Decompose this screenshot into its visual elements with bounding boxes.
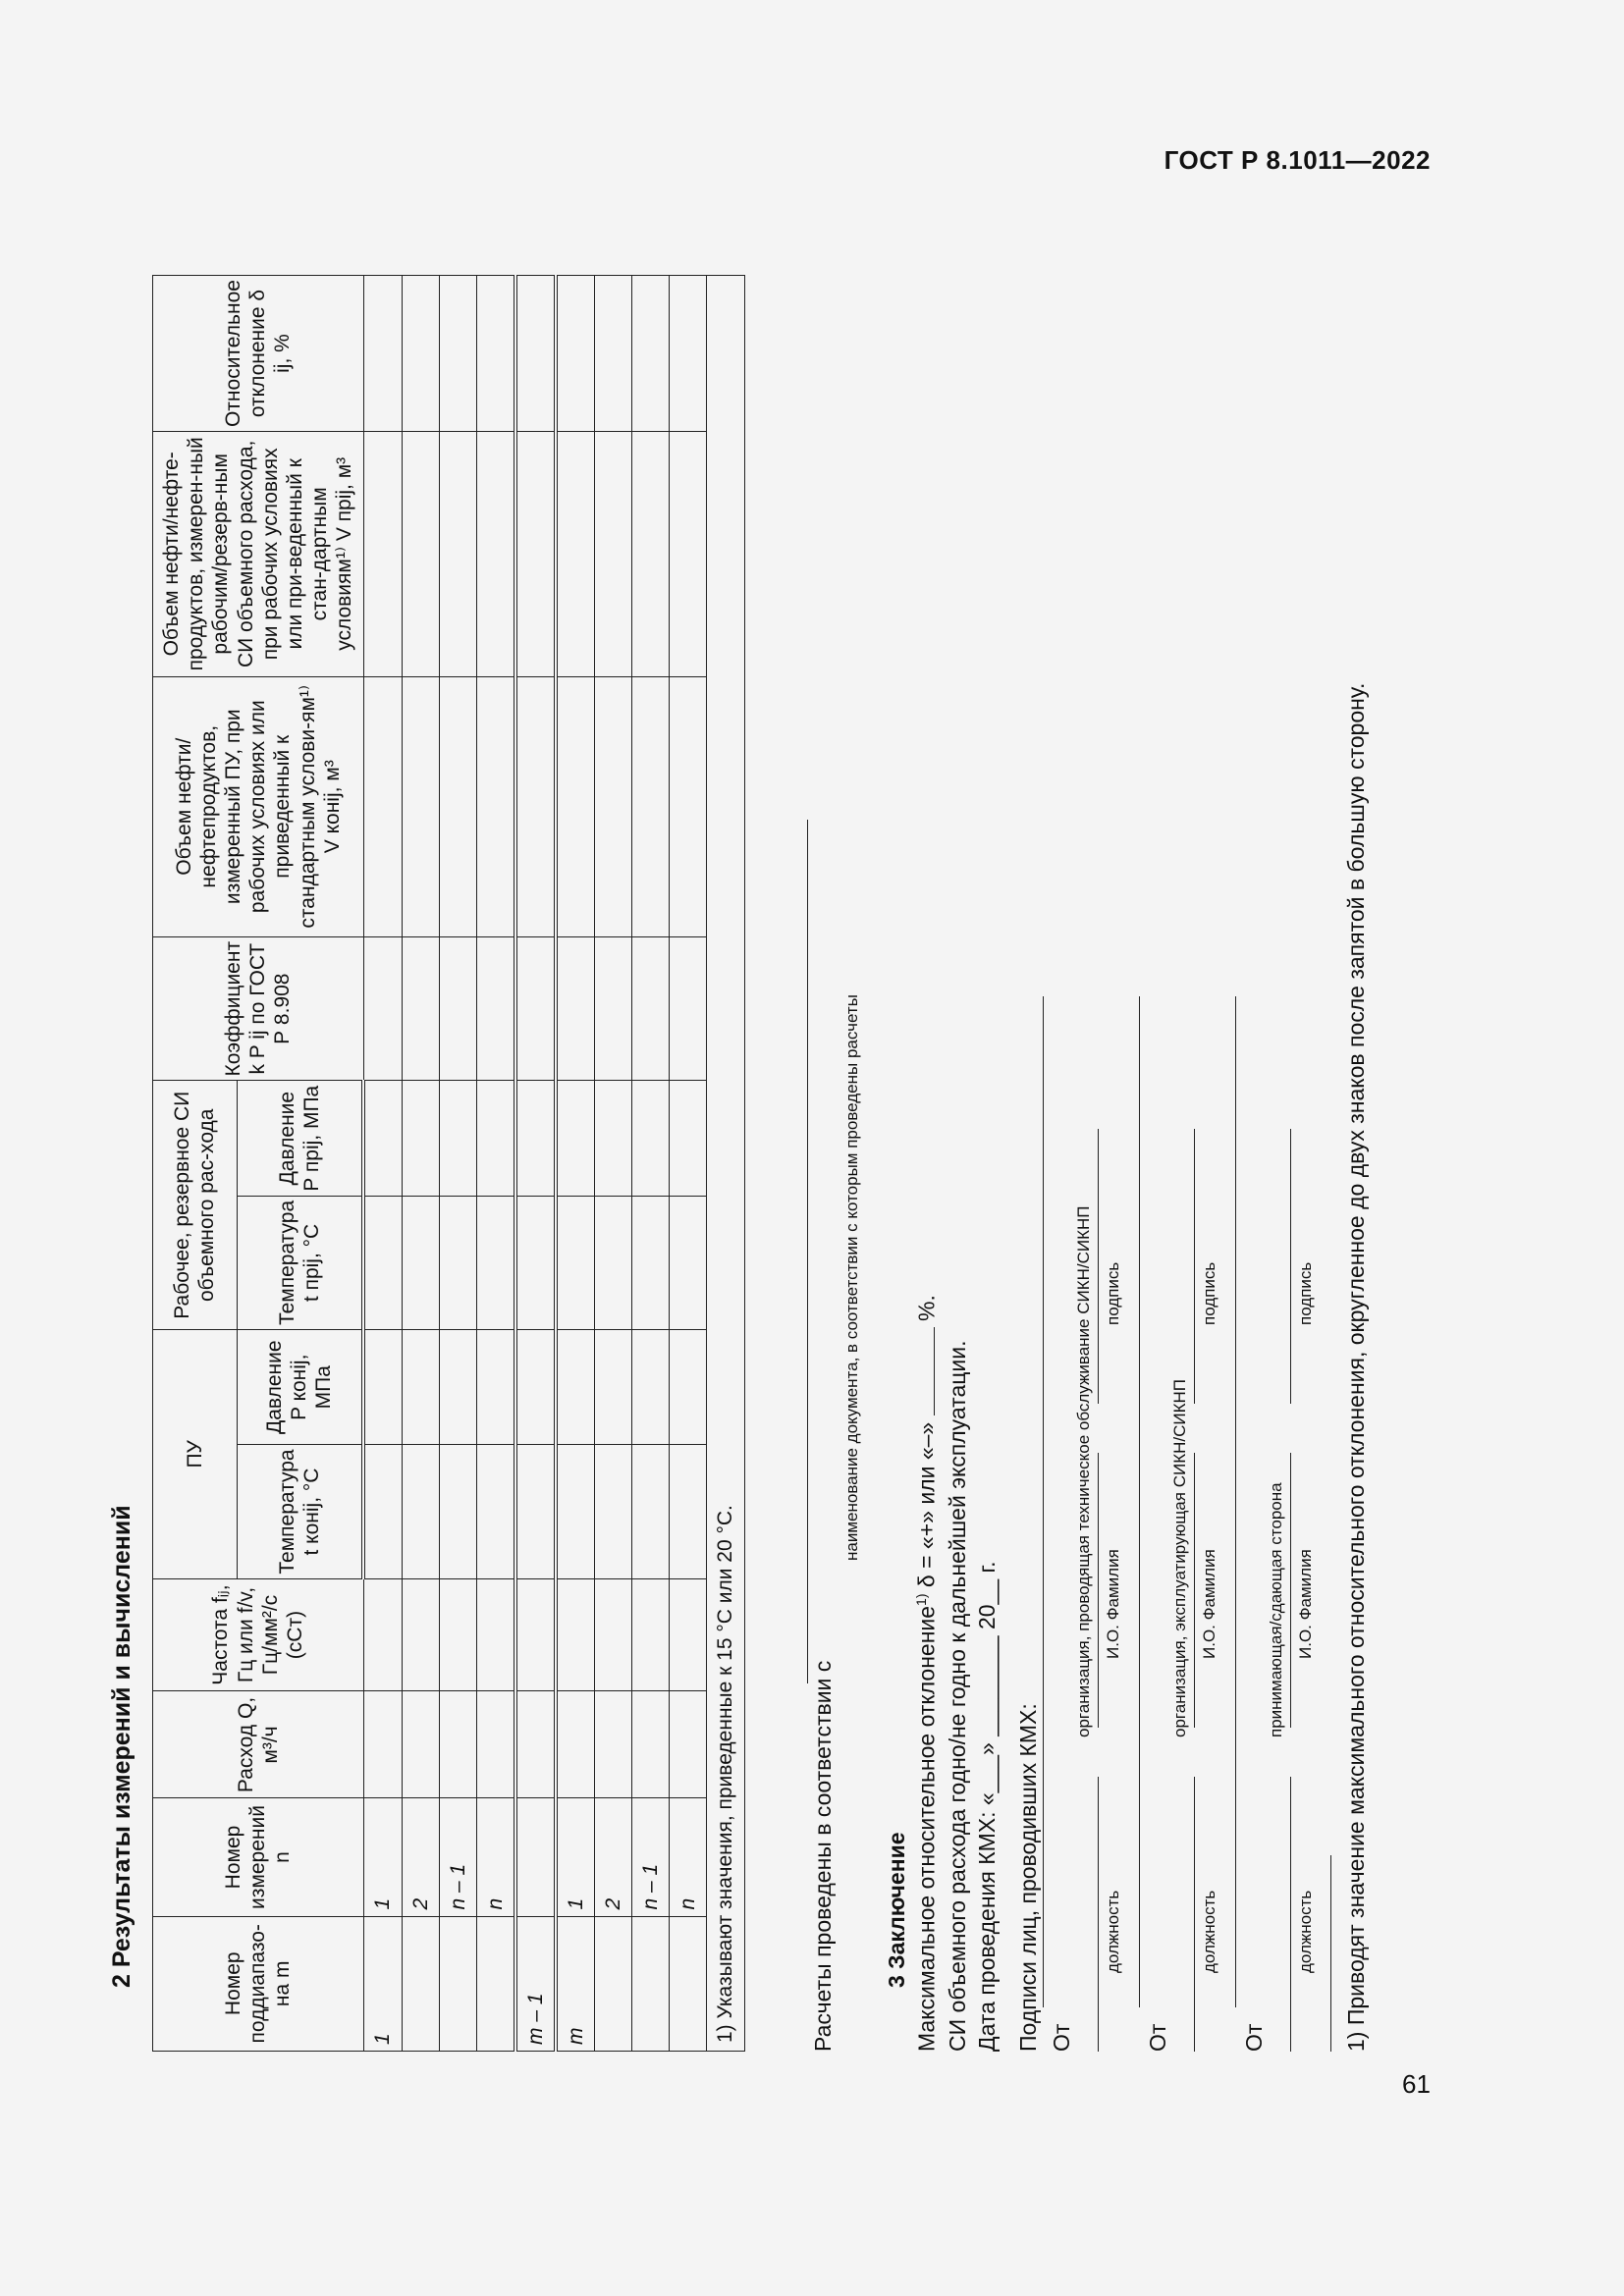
cell-empty [632, 1445, 670, 1578]
cell-empty [595, 1330, 632, 1445]
header-flow: Расход Q, м³/ч [153, 1691, 364, 1798]
cell-empty [403, 276, 440, 432]
cell-empty [595, 1196, 632, 1329]
signer-org-caption: организация, эксплуатирующая СИКН/СИКНП [1170, 1379, 1189, 1737]
cell-measurement: n [477, 1798, 516, 1916]
rotated-content [98, 275, 1434, 2052]
cell-subrange [595, 1916, 632, 2051]
cell-empty [556, 676, 595, 936]
cell-empty [556, 1330, 595, 1445]
cell-empty [477, 1691, 516, 1798]
cell-empty [632, 1578, 670, 1691]
cell-empty [515, 1196, 556, 1329]
name-caption: И.О. Фамилия [1296, 1549, 1315, 1659]
cell-empty [515, 1445, 556, 1578]
cell-empty [363, 1081, 403, 1196]
cell-empty [363, 432, 403, 677]
cell-empty [595, 276, 632, 432]
cell-empty [477, 1445, 516, 1578]
position-caption: должность [1296, 1890, 1315, 1973]
cell-empty [595, 936, 632, 1081]
cell-empty [556, 1081, 595, 1196]
name-caption: И.О. Фамилия [1104, 1549, 1122, 1659]
signature-caption: подпись [1200, 1261, 1218, 1325]
cell-empty [515, 432, 556, 677]
cell-empty [440, 276, 477, 432]
cell-empty [670, 1691, 707, 1798]
cell-empty [556, 1578, 595, 1691]
cell-empty [515, 676, 556, 936]
conclusion-line4: Подписи лиц, проводивших КМХ: [1015, 1703, 1041, 2052]
table-row [440, 276, 477, 2052]
cell-empty [403, 1445, 440, 1578]
cell-empty [477, 936, 516, 1081]
table-row [556, 276, 595, 2052]
cell-empty [403, 1330, 440, 1445]
cell-empty [632, 676, 670, 936]
cell-measurement: n [670, 1798, 707, 1916]
cell-empty [556, 936, 595, 1081]
footnote: 1) Приводят значение максимального относительного отклонения, округленное до двух знаков после запятой в большую сторону. [1343, 682, 1369, 2052]
cell-empty [440, 1196, 477, 1329]
cell-empty [556, 276, 595, 432]
conclusion-line2: СИ объемного расхода годно/не годно к дальнейшей эксплуатации. [945, 1340, 970, 2052]
cell-measurement: n – 1 [632, 1798, 670, 1916]
cell-empty [403, 1691, 440, 1798]
cell-empty [440, 936, 477, 1081]
name-line[interactable] [1098, 1453, 1099, 1728]
cell-empty [403, 1081, 440, 1196]
cell-empty [440, 432, 477, 677]
page-number: 61 [1402, 2069, 1431, 2099]
calc-underline [807, 820, 808, 1683]
signer-org-line[interactable] [1235, 996, 1236, 2007]
cell-subrange [632, 1916, 670, 2051]
cell-empty [363, 1196, 403, 1329]
cell-empty [477, 1196, 516, 1329]
position-line[interactable] [1290, 1777, 1291, 2052]
cell-empty [670, 1196, 707, 1329]
footnote-rule [1330, 1855, 1331, 2052]
position-line[interactable] [1194, 1777, 1195, 2052]
header-frequency: Частота fᵢⱼ, Гц или f/v, Гц/мм²/с (сСт) [153, 1578, 364, 1691]
signer-org-caption: организация, проводящая техническое обслуживание СИКН/СИКНП [1074, 1205, 1093, 1737]
section-2-title: 2 Результаты измерений и вычислений [108, 1505, 135, 1988]
cell-measurement: 1 [363, 1798, 403, 1916]
cell-subrange: 1 [363, 1916, 403, 2051]
cell-empty [670, 1445, 707, 1578]
cell-empty [595, 1691, 632, 1798]
cell-empty [670, 1081, 707, 1196]
cell-empty [515, 1578, 556, 1691]
signer-org-caption: принимающая/сдающая сторона [1267, 1482, 1285, 1737]
cell-empty [440, 676, 477, 936]
results-table [152, 275, 745, 2052]
cell-empty [440, 1578, 477, 1691]
signer-prefix: От [1145, 2023, 1170, 2052]
signature-line[interactable] [1290, 1129, 1291, 1404]
header-volume-pu: Объем нефти/нефтепродуктов, измеренный ПУ, при рабочих условиях или приведенный к стандартным услови-ям¹⁾ V конij, м³ [153, 676, 364, 936]
signature-line[interactable] [1098, 1129, 1099, 1404]
cell-empty [595, 1445, 632, 1578]
name-line[interactable] [1290, 1453, 1291, 1728]
cell-measurement: 1 [556, 1798, 595, 1916]
header-group-work: Рабочее, резервное СИ объемного рас-хода [153, 1081, 238, 1330]
signer-org-line[interactable] [1139, 996, 1140, 2007]
cell-subrange [670, 1916, 707, 2051]
cell-empty [403, 676, 440, 936]
position-caption: должность [1200, 1890, 1218, 1973]
position-line[interactable] [1098, 1777, 1099, 2052]
cell-empty [477, 1081, 516, 1196]
cell-empty [515, 1691, 556, 1798]
header-temp-work: Температура t прij, °C [237, 1196, 363, 1329]
cell-empty [595, 432, 632, 677]
signer-prefix: От [1049, 2023, 1074, 2052]
cell-empty [477, 676, 516, 936]
cell-empty [515, 1081, 556, 1196]
cell-empty [363, 936, 403, 1081]
cell-empty [363, 1330, 403, 1445]
cell-subrange [477, 1916, 516, 2051]
cell-subrange: m [556, 1916, 595, 2051]
table-row [632, 276, 670, 2052]
cell-measurement [515, 1798, 556, 1916]
cell-empty [556, 1196, 595, 1329]
table-note: 1) Указывают значения, приведенные к 15 °C или 20 °C. [707, 276, 745, 2052]
cell-empty [632, 1691, 670, 1798]
table-row [515, 276, 556, 2052]
conclusion-line1: Максимальное относительное отклонение$^{1)}$ δ = «+» или «–» %. [913, 1295, 940, 2052]
cell-empty [670, 936, 707, 1081]
cell-empty [556, 432, 595, 677]
header-coefficient: Коэффициент k P ij по ГОСТ Р 8.908 [153, 936, 364, 1081]
cell-subrange [403, 1916, 440, 2051]
cell-empty [632, 1196, 670, 1329]
cell-empty [670, 276, 707, 432]
cell-empty [670, 1330, 707, 1445]
cell-empty [477, 1578, 516, 1691]
cell-empty [670, 432, 707, 677]
header-subrange: Номер поддиапазо-на m [153, 1916, 364, 2051]
signature-caption: подпись [1104, 1261, 1122, 1325]
cell-empty [403, 936, 440, 1081]
cell-measurement: n – 1 [440, 1798, 477, 1916]
section-3-title: 3 Заключение [884, 1832, 909, 1988]
signature-caption: подпись [1296, 1261, 1315, 1325]
header-deviation: Относительное отклонение δ ij, % [153, 276, 364, 432]
table-row [403, 276, 440, 2052]
signer-prefix: От [1241, 2023, 1267, 2052]
cell-empty [363, 1691, 403, 1798]
cell-empty [595, 676, 632, 936]
calc-text: Расчеты проведены в соответствии с [810, 1660, 836, 2052]
conclusion-line3: Дата проведения КМХ: «___» ________ 20__ г. [974, 1561, 1000, 2052]
signer-org-line[interactable] [1043, 996, 1044, 2007]
position-caption: должность [1104, 1890, 1122, 1973]
cell-empty [670, 1578, 707, 1691]
cell-subrange [440, 1916, 477, 2051]
header-press-work: Давление P прij, МПа [237, 1081, 363, 1196]
cell-subrange: m – 1 [515, 1916, 556, 2051]
cell-empty [515, 936, 556, 1081]
cell-empty [440, 1691, 477, 1798]
cell-empty [595, 1081, 632, 1196]
name-line[interactable] [1194, 1453, 1195, 1728]
cell-empty [363, 276, 403, 432]
header-measurement: Номер измерений n [153, 1798, 364, 1916]
cell-empty [403, 432, 440, 677]
header-press-pu: Давление P конij, МПа [237, 1330, 363, 1445]
cell-empty [403, 1196, 440, 1329]
cell-empty [670, 676, 707, 936]
header-temp-pu: Температура t конij, °C [237, 1445, 363, 1578]
cell-empty [363, 1578, 403, 1691]
calc-caption: наименование документа, в соответствии с которым проведены расчеты [842, 994, 861, 1561]
header-group-pu: ПУ [153, 1330, 238, 1579]
cell-empty [632, 276, 670, 432]
cell-empty [440, 1445, 477, 1578]
signature-line[interactable] [1194, 1129, 1195, 1404]
cell-empty [403, 1578, 440, 1691]
table-row [670, 276, 707, 2052]
cell-empty [632, 1330, 670, 1445]
cell-empty [556, 1445, 595, 1578]
table-row [477, 276, 516, 2052]
cell-measurement: 2 [595, 1798, 632, 1916]
cell-empty [556, 1691, 595, 1798]
header-volume-work: Объем нефти/нефте-продуктов, измерен-ный рабочим/резерв-ным СИ объемного расхода, при рабочих условиях или при-веденный к стан-дартным условиям¹⁾ V прij, м³ [153, 432, 364, 677]
standard-code: ГОСТ Р 8.1011—2022 [1164, 145, 1431, 175]
cell-empty [595, 1578, 632, 1691]
table-row [595, 276, 632, 2052]
cell-empty [440, 1081, 477, 1196]
cell-empty [632, 936, 670, 1081]
cell-empty [632, 1081, 670, 1196]
cell-empty [477, 1330, 516, 1445]
table-row [363, 276, 403, 2052]
cell-empty [363, 1445, 403, 1578]
cell-empty [477, 432, 516, 677]
cell-empty [477, 276, 516, 432]
cell-empty [632, 432, 670, 677]
cell-measurement: 2 [403, 1798, 440, 1916]
name-caption: И.О. Фамилия [1200, 1549, 1218, 1659]
cell-empty [515, 276, 556, 432]
cell-empty [515, 1330, 556, 1445]
cell-empty [440, 1330, 477, 1445]
cell-empty [363, 676, 403, 936]
